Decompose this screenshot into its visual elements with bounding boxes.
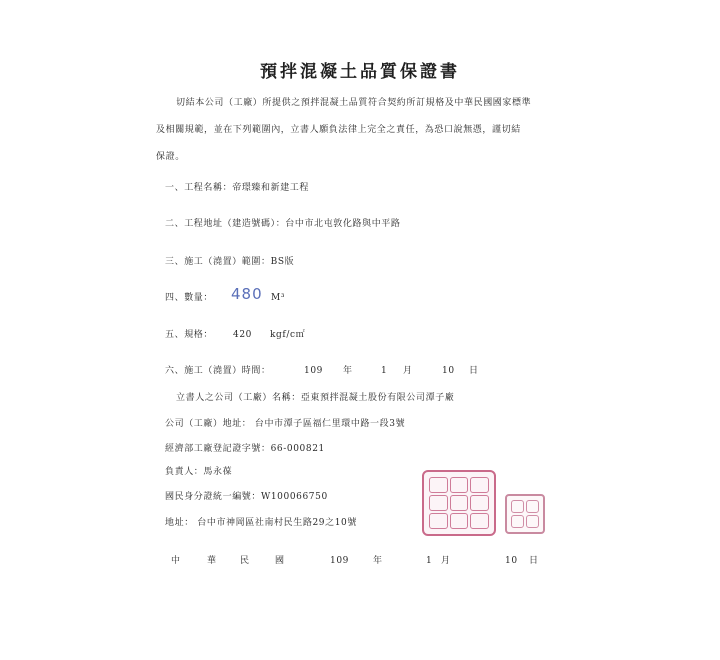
id-number: 國民身分證統一編號：W100066750 [165,492,328,502]
intro-line-3: 保證。 [156,152,185,162]
date-month-unit: 月 [441,556,451,566]
pour-day-unit: 日 [469,366,479,376]
spec-unit: kgf/c㎡ [270,330,306,340]
pour-day: 10 [442,366,455,376]
factory-registration: 經濟部工廠登記證字號：66-000821 [165,444,325,454]
personal-seal-stamp [505,494,545,534]
date-char-zhong: 中 [171,556,181,566]
date-day-unit: 日 [529,556,539,566]
item-quantity-label: 四、數量： [165,293,214,303]
document-title: 預拌混凝土品質保證書 [260,62,460,82]
pour-year: 109 [304,366,323,376]
item-pour-time-label: 六、施工（澆置）時間： [165,366,271,376]
responsible-person: 負責人：馬永葆 [165,467,233,477]
quantity-unit: M³ [271,293,286,303]
date-day: 10 [505,556,518,566]
intro-line-2: 及相關規範，並在下列範圍內，立書人願負法律上完全之責任，為恐口說無憑，謹切結 [156,125,521,135]
date-month: 1 [426,556,433,566]
date-char-hua: 華 [207,556,217,566]
quantity-handwritten-value: 480 [231,285,263,303]
date-year: 109 [330,556,349,566]
signer-address: 公司（工廠）地址： 台中市潭子區福仁里環中路一段3號 [165,419,406,429]
signer-company: 立書人之公司（工廠）名稱：亞東預拌混凝土股份有限公司潭子廠 [176,393,455,403]
date-char-min: 民 [240,556,250,566]
item-spec-label: 五、規格： [165,330,214,340]
pour-month-unit: 月 [403,366,413,376]
pour-year-unit: 年 [343,366,353,376]
pour-month: 1 [381,366,388,376]
date-char-guo: 國 [275,556,285,566]
spec-value: 420 [233,330,252,340]
date-year-unit: 年 [373,556,383,566]
item-pour-scope: 三、施工（澆置）範圍：BS版 [165,257,295,267]
home-address: 地址： 台中市神岡區社南村民生路29之10號 [165,518,357,528]
item-project-name: 一、工程名稱：帝璟臻和新建工程 [165,183,310,193]
company-seal-stamp [422,470,496,536]
item-project-address: 二、工程地址（建造號碼）：台中市北屯敦化路與中平路 [165,219,401,229]
intro-line-1: 切結本公司（工廠）所提供之預拌混凝土品質符合契約所訂規格及中華民國國家標準 [176,98,532,108]
